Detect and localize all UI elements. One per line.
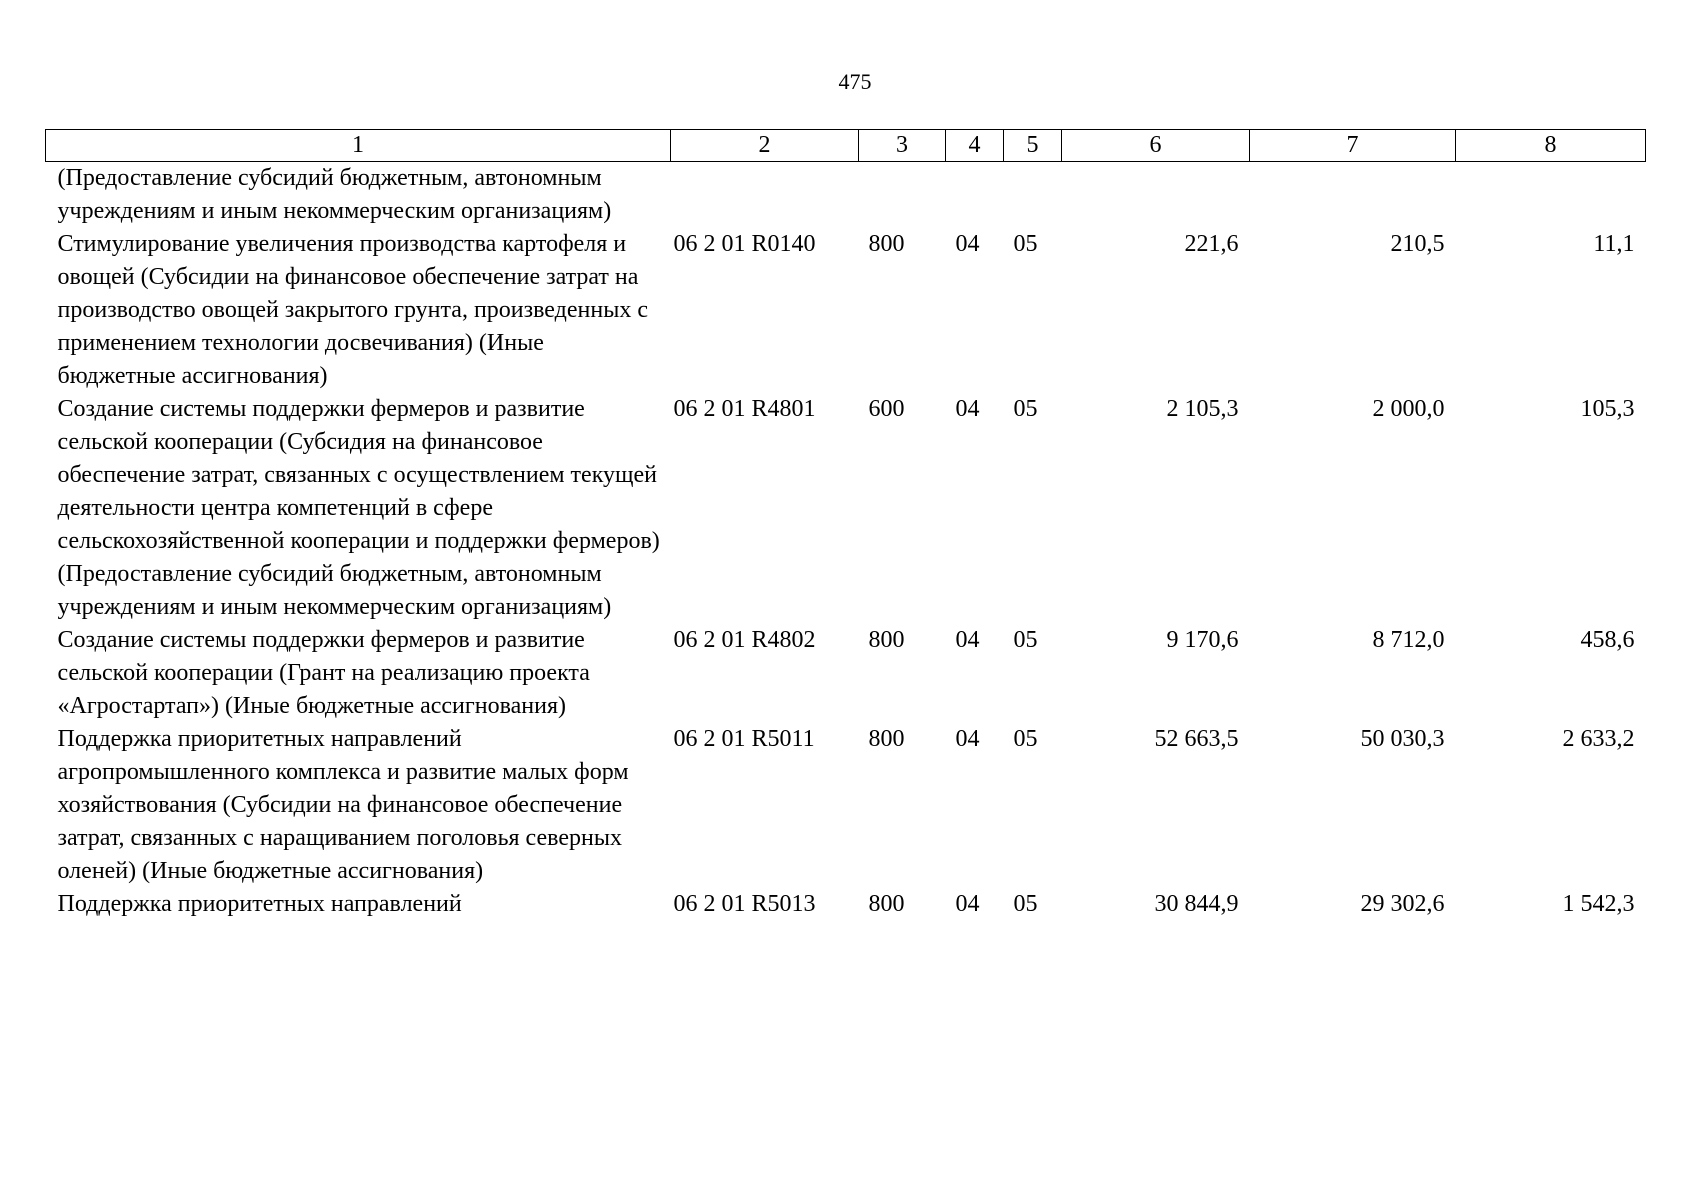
row-amount-total: 221,6	[1184, 231, 1239, 257]
row-description: Создание системы поддержки фермеров и развитие сельской кооперации (Субсидия на финансовое обеспечение затрат, связанных с осуществлением текущей деятельности центра компетенций в сфере сельскохозяйственной кооперации и поддержки фермеров) (Предоставление субсидий бюджетным, автономным учреждениям и иным некоммерческим организациям)	[57, 396, 660, 620]
row-amount-total	[1062, 162, 1250, 229]
table-row	[46, 228, 1646, 393]
column-header: 3	[859, 130, 946, 162]
row-section: 04	[955, 396, 980, 422]
row-target-code: 06 2 01 R4802	[673, 627, 816, 653]
row-expense-type: 800	[868, 231, 905, 257]
row-amount-regional	[1456, 162, 1646, 229]
row-amount-regional: 2 633,2	[1562, 726, 1635, 752]
row-amount-federal: 2 000,0	[1372, 396, 1445, 422]
table-row	[46, 624, 1646, 723]
row-amount-regional: 11,1	[1593, 231, 1635, 257]
row-amount-regional: 1 542,3	[1562, 891, 1635, 917]
row-amount-total: 52 663,5	[1154, 726, 1239, 752]
row-description: Поддержка приоритетных направлений агропромышленного комплекса и развитие малых форм хозяйствования (Субсидии на финансовое обеспечение затрат, связанных с наращиванием поголовья северных оленей) (Иные бюджетные ассигнования)	[57, 726, 629, 884]
row-target-code: 06 2 01 R5013	[673, 891, 816, 917]
row-amount-federal	[1250, 162, 1456, 229]
row-target-code	[671, 162, 859, 229]
row-subsection	[1004, 162, 1062, 229]
row-subsection: 05	[1013, 231, 1038, 257]
column-header: 4	[946, 130, 1004, 162]
row-expense-type: 800	[868, 726, 905, 752]
table-row	[46, 162, 1646, 229]
row-target-code: 06 2 01 R0140	[673, 231, 816, 257]
column-header: 6	[1062, 130, 1250, 162]
table-row	[46, 723, 1646, 888]
row-target-code: 06 2 01 R5011	[673, 726, 815, 752]
row-amount-total: 30 844,9	[1154, 891, 1239, 917]
column-header: 5	[1004, 130, 1062, 162]
row-subsection: 05	[1013, 396, 1038, 422]
row-amount-regional: 105,3	[1580, 396, 1635, 422]
column-header: 1	[46, 130, 671, 162]
row-expense-type	[859, 162, 946, 229]
row-expense-type: 600	[868, 396, 905, 422]
row-section: 04	[955, 231, 980, 257]
row-subsection: 05	[1013, 891, 1038, 917]
row-amount-federal: 50 030,3	[1360, 726, 1445, 752]
page-number: 475	[838, 69, 872, 94]
row-amount-regional: 458,6	[1580, 627, 1635, 653]
row-amount-total: 9 170,6	[1166, 627, 1239, 653]
row-amount-federal: 29 302,6	[1360, 891, 1445, 917]
row-expense-type: 800	[868, 627, 905, 653]
row-expense-type: 800	[868, 891, 905, 917]
row-section: 04	[955, 627, 980, 653]
row-description: (Предоставление субсидий бюджетным, автономным учреждениям и иным некоммерческим организациям)	[57, 165, 612, 224]
row-subsection: 05	[1013, 726, 1038, 752]
row-amount-federal: 8 712,0	[1372, 627, 1445, 653]
column-header: 7	[1250, 130, 1456, 162]
budget-table	[45, 129, 1646, 921]
column-header: 8	[1456, 130, 1646, 162]
row-amount-total: 2 105,3	[1166, 396, 1239, 422]
column-number-header	[46, 130, 1646, 162]
row-section: 04	[955, 726, 980, 752]
row-description: Стимулирование увеличения производства картофеля и овощей (Субсидии на финансовое обеспечение затрат на производство овощей закрытого грунта, произведенных с применением технологии досвечивания) (Иные бюджетные ассигнования)	[57, 231, 648, 389]
row-target-code: 06 2 01 R4801	[673, 396, 816, 422]
row-section	[946, 162, 1004, 229]
row-section: 04	[955, 891, 980, 917]
row-description: Создание системы поддержки фермеров и развитие сельской кооперации (Грант на реализацию проекта «Агростартап») (Иные бюджетные ассигнования)	[57, 627, 590, 719]
column-header: 2	[671, 130, 859, 162]
row-description: Поддержка приоритетных направлений	[57, 891, 462, 917]
table-row	[46, 393, 1646, 624]
row-subsection: 05	[1013, 627, 1038, 653]
row-amount-federal: 210,5	[1390, 231, 1445, 257]
table-row	[46, 888, 1646, 921]
